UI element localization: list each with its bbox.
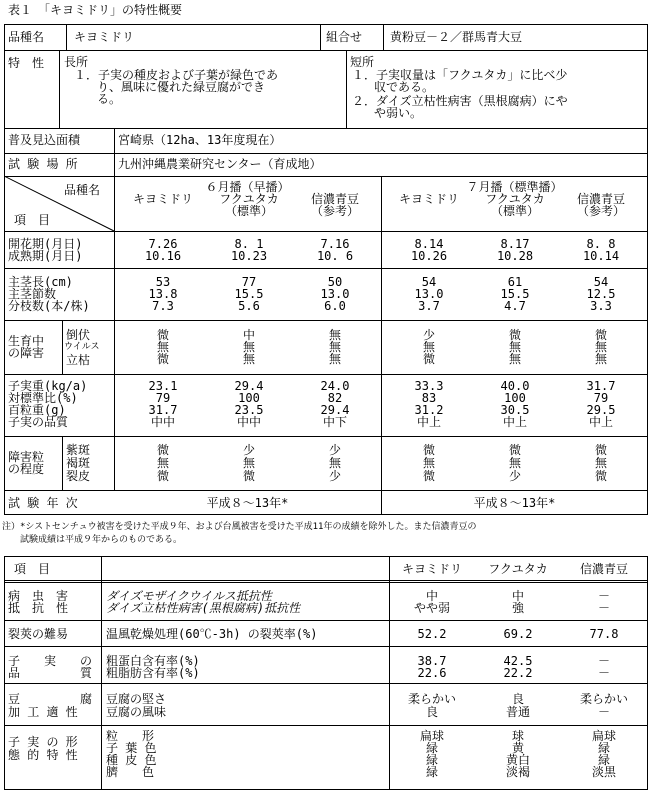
value-cell: 少 (328, 469, 341, 483)
value-cell: 22.6 (417, 666, 447, 680)
years-june: 平成８～13年* (206, 496, 289, 510)
t2-item-header: 項 目 (14, 562, 51, 576)
value-cell: 15.5 (234, 287, 264, 301)
value-cell: 5.6 (238, 299, 260, 313)
t2-item: ダイズモザイクウイルス抵抗性 (106, 589, 272, 603)
value-cell: － (597, 666, 610, 680)
value-cell: 少 (242, 443, 255, 457)
value-cell: 微 (156, 443, 169, 457)
value-cell: 77 (241, 275, 257, 289)
col-variety-label: 品種名 (64, 183, 101, 197)
t2-item: 粒 形 (106, 729, 155, 743)
value-cell: 40.0 (500, 379, 530, 393)
row-label: 倒伏 (66, 328, 91, 342)
value-cell: 無 (328, 328, 341, 342)
value-cell: 無 (242, 456, 255, 470)
value-cell: 中上 (588, 415, 613, 429)
variety-name: キヨミドリ (74, 30, 135, 44)
row-label: 主茎節数 (8, 287, 57, 301)
july-header: ７月播（標準播） (466, 180, 563, 194)
value-cell: 柔らかい (407, 692, 456, 706)
row-label: 紫斑 (66, 443, 91, 457)
area-value: 宮崎県（12ha、13年度現在） (118, 133, 282, 147)
value-cell: 12.5 (586, 287, 616, 301)
value-cell: 中 (425, 589, 438, 603)
t2-item: 粗脂肪含有率(%) (106, 666, 200, 680)
years-label: 試 験 年 次 (8, 496, 78, 510)
value-cell: 29.4 (234, 379, 264, 393)
value-cell: 29.5 (586, 403, 616, 417)
value-cell: 8. 8 (586, 237, 616, 251)
value-cell: 29.4 (320, 403, 350, 417)
value-cell: 普通 (505, 705, 530, 719)
t2-item: 子 葉 色 (106, 741, 157, 755)
value-cell: 扁球 (419, 729, 444, 743)
group-label: 生育中 (8, 334, 45, 348)
value-cell: 微 (156, 352, 169, 366)
value-cell: 13.0 (414, 287, 444, 301)
june-v1: キヨミドリ (132, 192, 193, 206)
july-v3-note: （参考） (576, 204, 625, 218)
value-cell: 10.16 (144, 249, 182, 263)
t2-item: 豆腐の風味 (106, 705, 167, 719)
value-cell: 8. 1 (234, 237, 264, 251)
row-label: 百粒重(g) (8, 403, 66, 417)
demerit-line: １．子実収量は「フクユタカ」に比べ少 (352, 68, 568, 82)
value-cell: 無 (156, 340, 169, 354)
value-cell: 31.2 (414, 403, 444, 417)
value-cell: 69.2 (503, 627, 533, 641)
group-label: 障害粒 (8, 450, 45, 464)
footnote-line: 試験成績は平成９年からのものである。 (2, 535, 183, 545)
value-cell: 微 (508, 443, 521, 457)
col-item-label: 項 目 (14, 213, 51, 227)
t2-label: 加 工 適 性 (8, 705, 78, 719)
station-value: 九州沖縄農業研究センター（育成地） (118, 157, 322, 171)
value-cell: 無 (328, 340, 341, 354)
value-cell: － (597, 654, 610, 668)
value-cell: 3.3 (590, 299, 612, 313)
table-title: 表１ 「キヨミドリ」の特性概要 (8, 3, 183, 17)
value-cell: 7.26 (148, 237, 178, 251)
row-label: ウイルス (64, 342, 100, 352)
value-cell: 良 (425, 705, 438, 719)
value-cell: 中中 (236, 415, 261, 429)
value-cell: 31.7 (586, 379, 616, 393)
value-cell: 13.0 (320, 287, 350, 301)
value-cell: 少 (422, 328, 435, 342)
value-cell: 微 (508, 328, 521, 342)
t2-item: 粗蛋白含有率(%) (106, 654, 200, 668)
value-cell: 微 (422, 352, 435, 366)
value-cell: － (597, 705, 610, 719)
value-cell: 微 (156, 328, 169, 342)
value-cell: 無 (242, 340, 255, 354)
row-label: 対標準比(%) (8, 391, 78, 405)
value-cell: 黄白 (505, 753, 530, 767)
t2-item: 種 皮 色 (106, 753, 157, 767)
value-cell: 23.5 (234, 403, 264, 417)
t2-label: 子 実 の 形 (8, 735, 78, 749)
t2-item: ダイズ立枯性病害(黒根腐病)抵抗性 (106, 601, 301, 615)
cross-value: 黄粉豆－２／群馬青大豆 (390, 30, 523, 44)
t2-v1-header: キヨミドリ (401, 562, 462, 576)
row-label: 分枝数(本/株) (8, 299, 90, 313)
value-cell: 3.7 (418, 299, 440, 313)
value-cell: 無 (594, 456, 607, 470)
value-cell: 柔らかい (579, 692, 628, 706)
value-cell: 中上 (502, 415, 527, 429)
value-cell: 中下 (322, 415, 347, 429)
value-cell: 22.2 (503, 666, 533, 680)
traits-label: 特 性 (8, 56, 45, 70)
value-cell: 無 (594, 340, 607, 354)
value-cell: 100 (504, 391, 526, 405)
value-cell: 中 (511, 589, 524, 603)
value-cell: 緑 (597, 741, 610, 755)
value-cell: 15.5 (500, 287, 530, 301)
value-cell: 無 (328, 456, 341, 470)
t2-v3-header: 信濃青豆 (579, 562, 628, 576)
june-v2: フクユタカ (219, 192, 279, 206)
value-cell: 61 (507, 275, 523, 289)
value-cell: 無 (422, 340, 435, 354)
value-cell: 無 (594, 352, 607, 366)
value-cell: 6.0 (324, 299, 346, 313)
value-cell: 微 (422, 443, 435, 457)
value-cell: 緑 (597, 753, 610, 767)
value-cell: 52.2 (417, 627, 447, 641)
value-cell: 無 (508, 340, 521, 354)
value-cell: 13.8 (148, 287, 178, 301)
t2-item: 臍 色 (106, 765, 155, 779)
july-v2: フクユタカ (485, 192, 545, 206)
value-cell: 淡褐 (505, 765, 530, 779)
value-cell: 33.3 (414, 379, 444, 393)
value-cell: 少 (328, 443, 341, 457)
merit-line: り、風味に優れた緑豆腐ができ (97, 80, 266, 94)
value-cell: 100 (238, 391, 260, 405)
t2-item: 豆腐の堅さ (106, 692, 167, 706)
june-v2-note: （標準） (224, 204, 273, 218)
value-cell: 無 (156, 456, 169, 470)
value-cell: 緑 (425, 765, 438, 779)
value-cell: 50 (327, 275, 343, 289)
value-cell: 4.7 (504, 299, 526, 313)
value-cell: 83 (421, 391, 437, 405)
value-cell: 無 (242, 352, 255, 366)
value-cell: 微 (594, 443, 607, 457)
t2-label: 病 虫 害 (8, 589, 69, 603)
value-cell: 球 (511, 729, 524, 743)
row-label: 立枯 (66, 353, 91, 367)
demerit-line: 収である。 (374, 80, 435, 94)
value-cell: 中 (242, 328, 255, 342)
value-cell: 10. 6 (316, 249, 354, 263)
value-cell: 79 (593, 391, 609, 405)
value-cell: 10.26 (410, 249, 448, 263)
row-label: 成熟期(月日) (8, 249, 83, 263)
t2-label: 態 的 特 性 (8, 748, 78, 762)
value-cell: 38.7 (417, 654, 447, 668)
value-cell: － (597, 589, 610, 603)
value-cell: 82 (327, 391, 343, 405)
value-cell: 10.28 (496, 249, 534, 263)
merit-line: る。 (97, 92, 122, 106)
june-v3-note: （参考） (310, 204, 359, 218)
value-cell: 微 (594, 469, 607, 483)
value-cell: 無 (508, 456, 521, 470)
june-header: ６月播（早播） (205, 180, 290, 194)
demerits-label: 短所 (350, 55, 375, 69)
group-label: の程度 (8, 462, 45, 476)
value-cell: 8.14 (414, 237, 444, 251)
row-label: 裂皮 (66, 469, 91, 483)
value-cell: 少 (508, 469, 521, 483)
demerit-line: や弱い。 (374, 106, 423, 120)
station-label: 試 験 場 所 (8, 157, 78, 171)
row-label: 子実の品質 (8, 415, 69, 429)
row-label: 開花期(月日) (8, 237, 83, 251)
t2-item: 温風乾燥処理(60℃-3h) の裂莢率(%) (106, 627, 318, 641)
group-label: の障害 (8, 346, 45, 360)
value-cell: 77.8 (589, 627, 619, 641)
value-cell: 7.3 (152, 299, 174, 313)
july-v1: キヨミドリ (398, 192, 459, 206)
value-cell: 緑 (425, 753, 438, 767)
value-cell: － (597, 601, 610, 615)
cross-label: 組合せ (326, 30, 363, 44)
value-cell: 54 (421, 275, 437, 289)
merits-label: 長所 (64, 55, 89, 69)
value-cell: 微 (422, 469, 435, 483)
t2-v2-header: フクユタカ (488, 562, 548, 576)
row-label: 褐斑 (66, 456, 91, 470)
row-label: 主茎長(cm) (8, 275, 73, 289)
t2-label: 抵 抗 性 (8, 601, 69, 615)
july-v3: 信濃青豆 (576, 192, 625, 206)
t2-label: 子 実 の (8, 654, 93, 668)
value-cell: 10.23 (230, 249, 268, 263)
value-cell: 24.0 (320, 379, 350, 393)
years-july: 平成８～13年* (473, 496, 556, 510)
value-cell: 中上 (416, 415, 441, 429)
value-cell: 10.14 (582, 249, 620, 263)
demerit-line: ２．ダイズ立枯性病害（黒根腐病）にや (352, 94, 568, 108)
value-cell: 42.5 (503, 654, 533, 668)
t2-label: 裂莢の難易 (8, 627, 69, 641)
value-cell: 緑 (425, 741, 438, 755)
variety-label: 品種名 (8, 30, 45, 44)
value-cell: 53 (155, 275, 171, 289)
june-v3: 信濃青豆 (310, 192, 359, 206)
value-cell: 微 (242, 469, 255, 483)
value-cell: 8.17 (500, 237, 530, 251)
value-cell: 微 (156, 469, 169, 483)
value-cell: 淡黒 (591, 765, 616, 779)
value-cell: 30.5 (500, 403, 530, 417)
value-cell: 無 (328, 352, 341, 366)
area-label: 普及見込面積 (8, 133, 81, 147)
value-cell: 良 (511, 692, 524, 706)
value-cell: 23.1 (148, 379, 178, 393)
value-cell: 54 (593, 275, 609, 289)
value-cell: 無 (508, 352, 521, 366)
t2-label: 豆 腐 (8, 692, 93, 706)
value-cell: 黄 (511, 741, 524, 755)
value-cell: 強 (511, 601, 524, 615)
row-label: 子実重(kg/a) (8, 379, 88, 393)
july-v2-note: （標準） (490, 204, 539, 218)
value-cell: 31.7 (148, 403, 178, 417)
value-cell: 7.16 (320, 237, 350, 251)
value-cell: 扁球 (591, 729, 616, 743)
footnote-line: 注）*シストセンチュウ被害を受けた平成９年、および台風被害を受けた平成11年の成績を除外した。また信濃青豆の (2, 522, 477, 532)
merit-line: １．子実の種皮および子葉が緑色であ (74, 68, 279, 82)
value-cell: 中中 (150, 415, 175, 429)
value-cell: 微 (594, 328, 607, 342)
value-cell: やや弱 (413, 601, 450, 615)
value-cell: 79 (155, 391, 171, 405)
value-cell: 無 (422, 456, 435, 470)
t2-label: 品 質 (8, 666, 93, 680)
